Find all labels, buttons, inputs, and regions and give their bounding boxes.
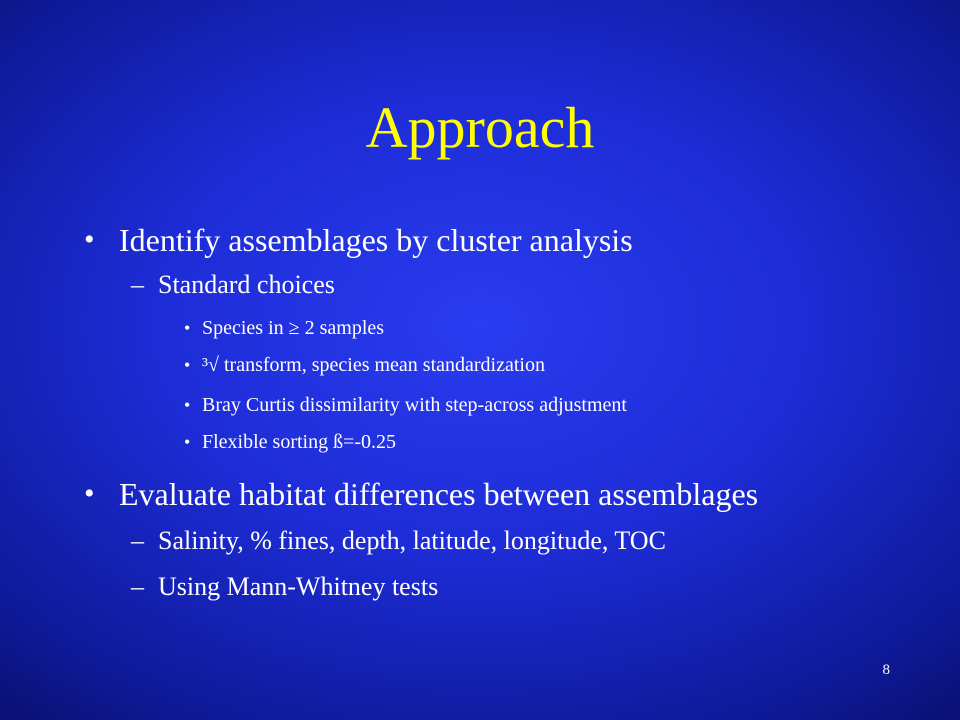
sub-bullet-text: Salinity, % fines, depth, latitude, longitude, TOC [158, 526, 666, 555]
bullet-icon: • [84, 477, 95, 510]
slide-title: Approach [365, 95, 595, 160]
dash-icon: – [131, 526, 144, 555]
detail-text: Species in ≥ 2 samples [202, 317, 385, 339]
bullet-icon: • [184, 355, 191, 375]
bullet-text: Evaluate habitat differences between assemblages [119, 476, 759, 512]
detail-text: ³√ transform, species mean standardization [202, 354, 545, 376]
bullet-icon: • [184, 318, 191, 338]
detail-text: Bray Curtis dissimilarity with step-across adjustment [202, 394, 627, 416]
sub-bullet-text: Using Mann-Whitney tests [158, 572, 439, 601]
bullet-icon: • [184, 395, 191, 415]
bullet-icon: • [184, 432, 191, 452]
dash-icon: – [131, 270, 144, 299]
bullet-icon: • [84, 223, 95, 256]
dash-icon: – [131, 572, 144, 601]
sub-bullet-text: Standard choices [158, 270, 335, 299]
bullet-text: Identify assemblages by cluster analysis [119, 222, 633, 258]
detail-text: Flexible sorting ß=-0.25 [202, 431, 397, 453]
page-number: 8 [882, 662, 890, 678]
